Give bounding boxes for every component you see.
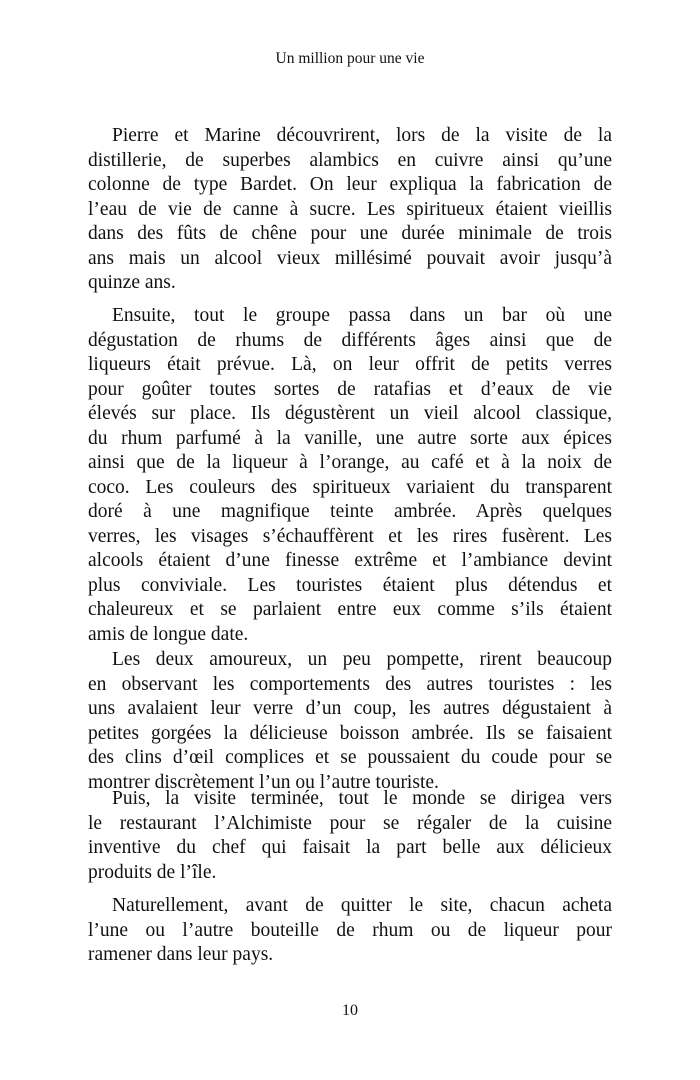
text-line: coco. Les couleurs des spiritueux variaient du transparent [88, 476, 612, 498]
text-line: montrer discrètement l’un ou l’autre touriste. [88, 771, 439, 793]
page-number: 10 [342, 1002, 358, 1019]
text-line: inventive du chef qui faisait la part belle aux délicieux [88, 837, 612, 858]
paragraph [88, 787, 612, 885]
paragraph [88, 124, 612, 296]
text-line: en observant les comportements des autres touristes : les [88, 673, 612, 695]
paragraph [88, 304, 612, 647]
text-line: Ensuite, tout le groupe passa dans un bar où une [112, 305, 612, 326]
paragraph [88, 648, 612, 795]
paragraph [88, 894, 612, 968]
text-line: du rhum parfumé à la vanille, une autre sorte aux épices [88, 427, 612, 449]
text-line: verres, les visages s’échauffèrent et les rires fusèrent. Les [88, 525, 612, 547]
text-line: l’une ou l’autre bouteille de rhum ou de liqueur pour [88, 919, 612, 941]
text-line: ans mais un alcool vieux millésimé pouvait avoir jusqu’à [88, 247, 612, 269]
text-line: le restaurant l’Alchimiste pour se régaler de la cuisine [88, 812, 612, 834]
text-line: doré à une magnifique teinte ambrée. Après quelques [88, 501, 612, 522]
text-line: élevés sur place. Ils dégustèrent un vieil alcool classique, [88, 403, 612, 424]
text-line: Les deux amoureux, un peu pompette, rirent beaucoup [112, 649, 612, 670]
text-line: petites gorgées la délicieuse boisson ambrée. Ils se faisaient [88, 722, 612, 744]
text-line: liqueurs était prévue. Là, on leur offrit de petits verres [88, 354, 612, 375]
text-line: plus conviviale. Les touristes étaient plus détendus et [88, 574, 612, 596]
text-line: distillerie, de superbes alambics en cuivre ainsi qu’une [88, 149, 612, 171]
text-line: l’eau de vie de canne à sucre. Les spiritueux étaient vieillis [88, 198, 612, 220]
text-line: colonne de type Bardet. On leur expliqua la fabrication de [88, 174, 612, 195]
text-line: Pierre et Marine découvrirent, lors de la visite de la [112, 125, 612, 146]
text-line: Puis, la visite terminée, tout le monde se dirigea vers [112, 788, 612, 809]
text-line: dans des fûts de chêne pour une durée minimale de trois [88, 223, 612, 244]
text-line: quinze ans. [88, 272, 176, 293]
text-line: ainsi que de la liqueur à l’orange, au café et à la noix de [88, 452, 612, 473]
text-line: des clins d’œil complices et se poussaient du coude pour se [88, 747, 612, 768]
text-line: alcools étaient d’une finesse extrême et l’ambiance devint [88, 550, 612, 571]
text-line: amis de longue date. [88, 623, 249, 645]
text-line: dégustation de rhums de différents âges ainsi que de [88, 329, 612, 351]
running-header: Un million pour une vie [275, 50, 425, 67]
text-line: pour goûter toutes sortes de ratafias et d’eaux de vie [88, 378, 612, 400]
text-line: ramener dans leur pays. [88, 944, 274, 965]
text-line: Naturellement, avant de quitter le site, chacun acheta [112, 895, 612, 916]
text-line: produits de l’île. [88, 861, 217, 883]
text-line: uns avalaient leur verre d’un coup, les autres dégustaient à [88, 698, 612, 719]
text-line: chaleureux et se parlaient entre eux comme s’ils étaient [88, 599, 612, 620]
